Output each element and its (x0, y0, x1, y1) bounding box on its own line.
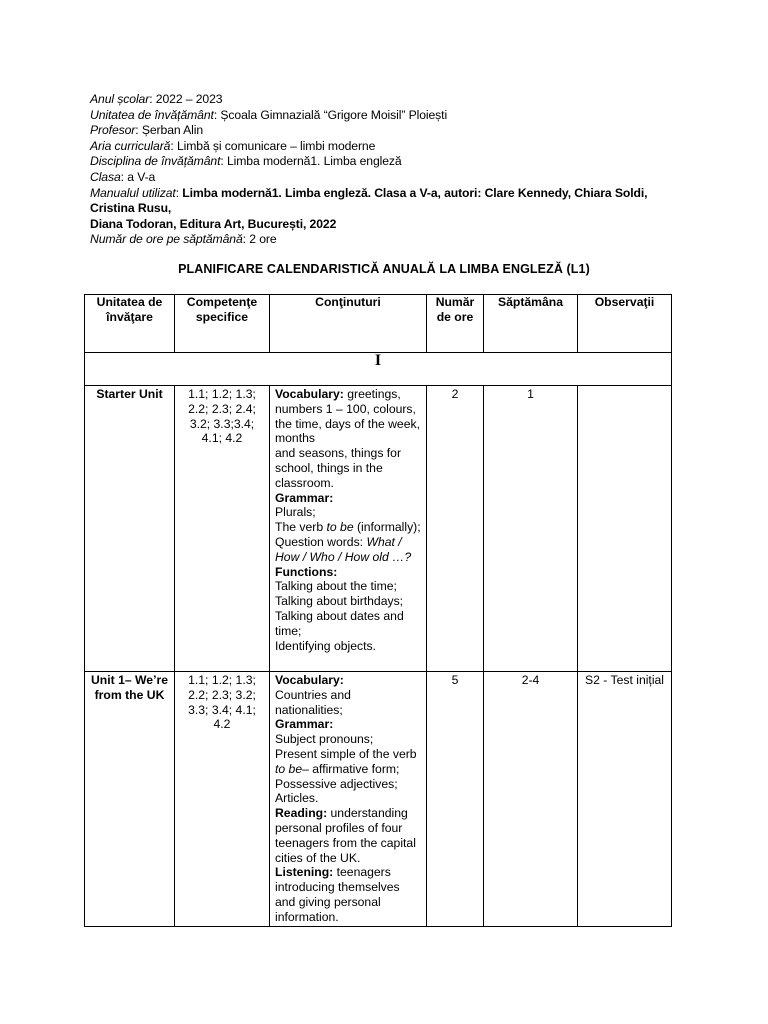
page-title: PLANIFICARE CALENDARISTICĂ ANUALĂ LA LIMBA ENGLEZĂ (L1) (178, 262, 590, 276)
grammar-item: Present simple of the verb to be– affirmative form; (275, 746, 417, 776)
grammar-item: Possessive adjectives; (275, 776, 398, 791)
unit-cell: Starter Unit (85, 386, 175, 672)
table-row (85, 672, 672, 927)
hours-cell: 2 (427, 386, 484, 672)
header-hours: Număr de ore (427, 295, 484, 353)
contents-cell (270, 672, 427, 927)
grammar-item: Subject pronouns; (275, 732, 374, 747)
header-unit: Unitatea de învăţare (85, 295, 175, 353)
competences-cell: 1.1; 1.2; 1.3; 2.2; 2.3; 3.2; 3.3; 3.4; 4.1; 4.2 (175, 672, 270, 927)
week-cell: 1 (484, 386, 578, 672)
notes-cell: S2 - Test inițial (578, 672, 672, 927)
grammar-item: Articles. (275, 791, 319, 806)
manual-line-2: Diana Todoran, Editura Art, București, 2022 (90, 216, 337, 231)
grammar-label: Grammar: (275, 717, 334, 732)
function-item: Talking about dates and time; (275, 608, 404, 638)
table-row (85, 386, 672, 672)
header-contents: Conţinuturi (270, 295, 427, 353)
vocabulary-item: Countries and nationalities; (275, 687, 351, 717)
planning-table (84, 294, 672, 927)
header-competences: Competenţe specifice (175, 295, 270, 353)
vocabulary-line-2: and seasons, things for school, things in the classroom. (275, 446, 402, 490)
school-year-line: Anul școlar: 2022 – 2023 (90, 92, 223, 106)
class-line: Clasa: a V-a (90, 169, 156, 184)
vocabulary-label: Vocabulary: (275, 673, 344, 687)
weekly-hours-line: Număr de ore pe săptămână: 2 ore (90, 232, 277, 247)
function-item: Identifying objects. (275, 638, 376, 653)
header-week: Săptămâna (484, 295, 578, 353)
grammar-item: Plurals; (275, 505, 316, 520)
semester-label: I (85, 353, 672, 386)
listening-line: Listening: teenagers introducing themselves and giving personal information. (275, 865, 400, 924)
curricular-area-line: Aria curriculară: Limbă și comunicare – limbi moderne (90, 138, 376, 153)
notes-cell (578, 386, 672, 672)
grammar-label: Grammar: (275, 490, 334, 505)
semester-row (85, 353, 672, 386)
hours-cell: 5 (427, 672, 484, 927)
contents-cell (270, 386, 427, 672)
week-cell: 2-4 (484, 672, 578, 927)
unit-cell: Unit 1– We’re from the UK (85, 672, 175, 927)
grammar-item: Question words: What / How / Who / How old …? (275, 534, 412, 564)
competences-cell: 1.1; 1.2; 1.3; 2.2; 2.3; 2.4; 3.2; 3.3;3.4; 4.1; 4.2 (175, 386, 270, 672)
school-line: Unitatea de învățământ: Școala Gimnazială “Grigore Moisil” Ploiești (90, 107, 448, 122)
functions-label: Functions: (275, 564, 338, 579)
discipline-line: Disciplina de învățământ: Limba modernă1. Limba engleză (90, 154, 402, 169)
function-item: Talking about birthdays; (275, 594, 404, 609)
function-item: Talking about the time; (275, 579, 397, 594)
manual-line: Manualul utilizat: Limba modernă1. Limba engleză. Clasa a V-a, autori: Clare Kennedy, Chiara Soldi, Cristina Rusu, (90, 185, 648, 216)
header-notes: Observaţii (578, 295, 672, 353)
reading-line: Reading: understanding personal profiles of four teenagers from the capital cities of the UK. (275, 806, 416, 865)
table-header-row (85, 295, 672, 353)
grammar-item: The verb to be (informally); (275, 520, 421, 535)
teacher-line: Profesor: Șerban Alin (90, 123, 204, 138)
document-header (90, 92, 690, 248)
vocabulary-line: Vocabulary: greetings, numbers 1 – 100, colours, the time, days of the week, months (275, 387, 420, 446)
